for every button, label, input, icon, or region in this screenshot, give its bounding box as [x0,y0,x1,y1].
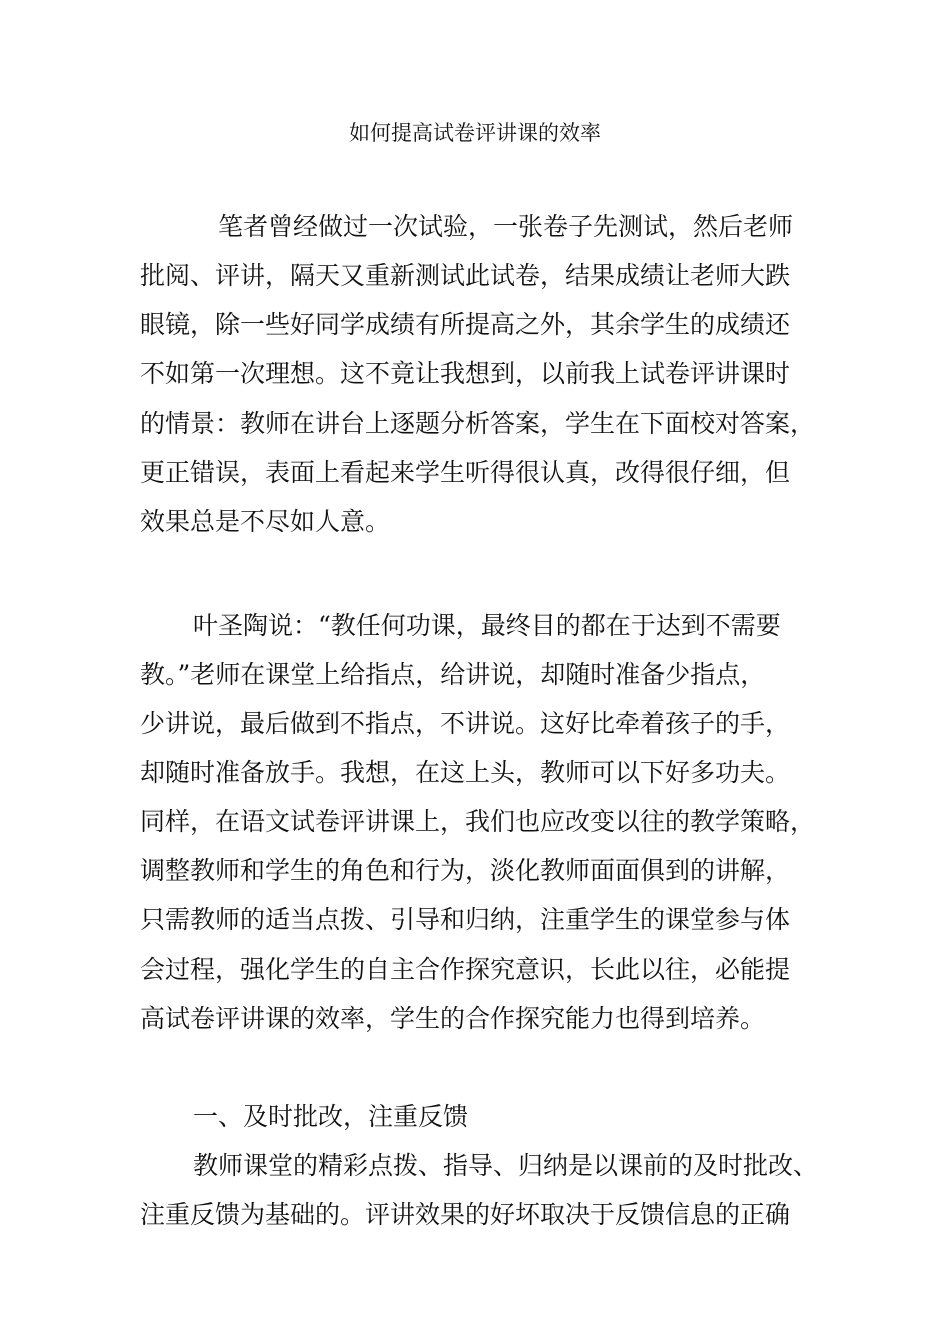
paragraph-line: 的情景：教师在讲台上逐题分析答案，学生在下面校对答案， [140,409,816,438]
paragraph-line: 注重反馈为基础的。评讲效果的好坏取决于反馈信息的正确 [140,1200,791,1229]
paragraph-line: 眼镜，除一些好同学成绩有所提高之外，其余学生的成绩还 [140,310,791,339]
paragraph-line: 少讲说，最后做到不指点，不讲说。这好比牵着孩子的手， [140,709,791,738]
paragraph-line: 同样，在语文试卷评讲课上，我们也应改变以往的教学策略， [140,807,816,836]
paragraph-line: 笔者曾经做过一次试验，一张卷子先测试，然后老师 [218,212,794,241]
paragraph-line: 更正错误，表面上看起来学生听得很认真，改得很仔细，但 [140,458,791,487]
paragraph-line: 效果总是不尽如人意。 [140,507,391,536]
paragraph-line: 调整教师和学生的角色和行为，淡化教师面面俱到的讲解， [140,856,791,885]
paragraph-line: 教。”老师在课堂上给指点，给讲说，却随时准备少指点， [140,660,766,689]
section-heading-text: 一、及时批改，注重反馈 [193,1102,469,1131]
document-title: 如何提高试卷评讲课的效率 [349,121,601,145]
paragraph-line: 教师课堂的精彩点拨、指导、归纳是以课前的及时批改、 [193,1151,819,1180]
paragraph-line: 不如第一次理想。这不竟让我想到，以前我上试卷评讲课时 [140,359,791,388]
paragraph-line: 会过程，强化学生的自主合作探究意识，长此以往，必能提 [140,955,791,984]
paragraph-line: 只需教师的适当点拨、引导和归纳，注重学生的课堂参与体 [140,905,791,934]
paragraph-line: 高试卷评讲课的效率，学生的合作探究能力也得到培养。 [140,1004,766,1033]
paragraph-line: 却随时准备放手。我想，在这上头，教师可以下好多功夫。 [140,758,791,787]
paragraph-line: 叶圣陶说：“教任何功课，最终目的都在于达到不需要 [193,611,781,640]
paragraph-line: 批阅、评讲，隔天又重新测试此试卷，结果成绩让老师大跌 [140,261,791,290]
